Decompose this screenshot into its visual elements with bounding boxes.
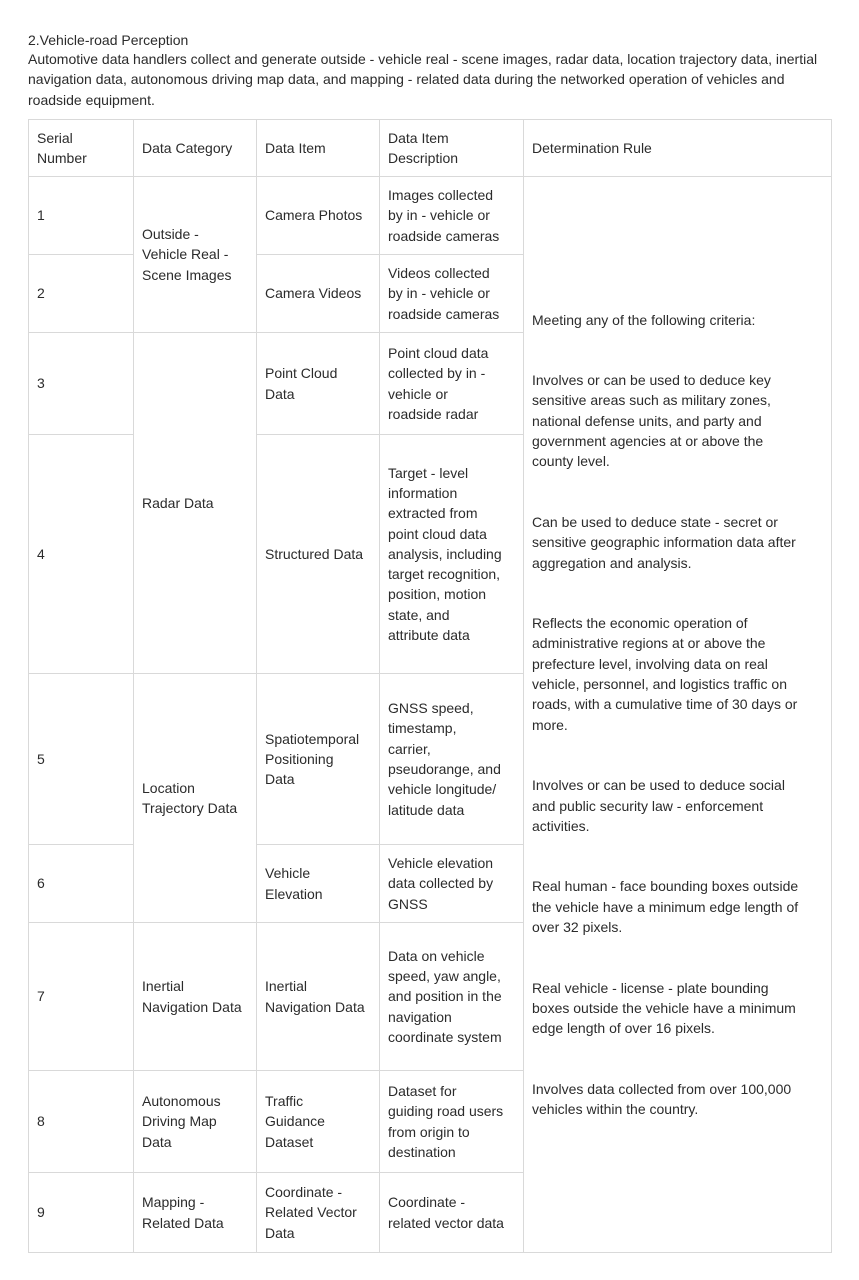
data-item-cell: Vehicle Elevation xyxy=(257,845,380,923)
data-description-cell: Dataset for guiding road users from origin to destination xyxy=(380,1071,524,1173)
data-item-cell: Inertial Navigation Data xyxy=(257,923,380,1071)
data-classification-table xyxy=(28,119,832,1253)
rule-criterion: Real human - face bounding boxes outside the vehicle have a minimum edge length of over 32 pixels. xyxy=(532,878,799,936)
data-item-cell: Traffic Guidance Dataset xyxy=(257,1071,380,1173)
section-intro: Automotive data handlers collect and generate outside - vehicle real - scene images, radar data, location trajectory data, inertial navigation data, autonomous driving map data, and mapping - related data during the networked operation of vehicles and roadside equipment. xyxy=(28,51,818,108)
data-description-cell: Vehicle elevation data collected by GNSS xyxy=(380,845,524,923)
data-category-cell: Radar Data xyxy=(134,333,257,674)
data-description-cell: GNSS speed, timestamp, carrier, pseudorange, and vehicle longitude/ latitude data xyxy=(380,674,524,845)
data-category-cell: Location Trajectory Data xyxy=(134,674,257,923)
section-heading: 2.Vehicle-road Perception xyxy=(28,32,189,48)
data-item-cell: Camera Photos xyxy=(257,177,380,255)
serial-number-cell: 2 xyxy=(29,255,134,333)
header-data-category: Data Category xyxy=(134,120,257,177)
data-description-cell: Images collected by in - vehicle or roadside cameras xyxy=(380,177,524,255)
serial-number-cell: 1 xyxy=(29,177,134,255)
serial-number-cell: 9 xyxy=(29,1173,134,1253)
data-item-cell: Structured Data xyxy=(257,435,380,674)
data-category-cell: Mapping - Related Data xyxy=(134,1173,257,1253)
data-description-cell: Target - level information extracted from point cloud data analysis, including target recognition, position, motion state, and attribute data xyxy=(380,435,524,674)
determination-rule-cell xyxy=(524,177,832,1253)
rule-criterion: Real vehicle - license - plate bounding boxes outside the vehicle have a minimum edge length of over 16 pixels. xyxy=(532,979,796,1037)
serial-number-cell: 3 xyxy=(29,333,134,435)
header-serial-number: Serial Number xyxy=(29,120,134,177)
data-description-cell: Videos collected by in - vehicle or roadside cameras xyxy=(380,255,524,333)
header-data-item: Data Item xyxy=(257,120,380,177)
rule-intro: Meeting any of the following criteria: xyxy=(532,311,756,328)
rule-criterion: Involves or can be used to deduce social and public security law - enforcement activities. xyxy=(532,777,785,834)
data-category-cell: Inertial Navigation Data xyxy=(134,923,257,1071)
serial-number-cell: 7 xyxy=(29,923,134,1071)
header-data-item-description: Data Item Description xyxy=(380,120,524,177)
rule-criterion: Can be used to deduce state - secret or sensitive geographic information data after aggregation and analysis. xyxy=(532,513,796,571)
data-item-cell: Point Cloud Data xyxy=(257,333,380,435)
data-category-cell: Outside - Vehicle Real - Scene Images xyxy=(134,177,257,333)
data-description-cell: Coordinate - related vector data xyxy=(380,1173,524,1253)
data-description-cell: Data on vehicle speed, yaw angle, and position in the navigation coordinate system xyxy=(380,923,524,1071)
rule-criterion: Involves data collected from over 100,000 vehicles within the country. xyxy=(532,1080,792,1118)
data-description-cell: Point cloud data collected by in - vehicle or roadside radar xyxy=(380,333,524,435)
table-header-row xyxy=(29,120,832,177)
data-item-cell: Coordinate - Related Vector Data xyxy=(257,1173,380,1253)
serial-number-cell: 8 xyxy=(29,1071,134,1173)
rule-criterion: Reflects the economic operation of administrative regions at or above the prefecture level, involving data on real vehicle, personnel, and logistics traffic on roads, with a cumulative time of 30 days or more. xyxy=(532,615,798,733)
serial-number-cell: 6 xyxy=(29,845,134,923)
serial-number-cell: 4 xyxy=(29,435,134,674)
table-row xyxy=(29,177,832,255)
data-category-cell: Autonomous Driving Map Data xyxy=(134,1071,257,1173)
header-determination-rule: Determination Rule xyxy=(524,120,832,177)
serial-number-cell: 5 xyxy=(29,674,134,845)
data-item-cell: Spatiotemporal Positioning Data xyxy=(257,674,380,845)
rule-criterion: Involves or can be used to deduce key sensitive areas such as military zones, national defense units, and party and government agencies at or above the county level. xyxy=(532,372,771,470)
data-item-cell: Camera Videos xyxy=(257,255,380,333)
